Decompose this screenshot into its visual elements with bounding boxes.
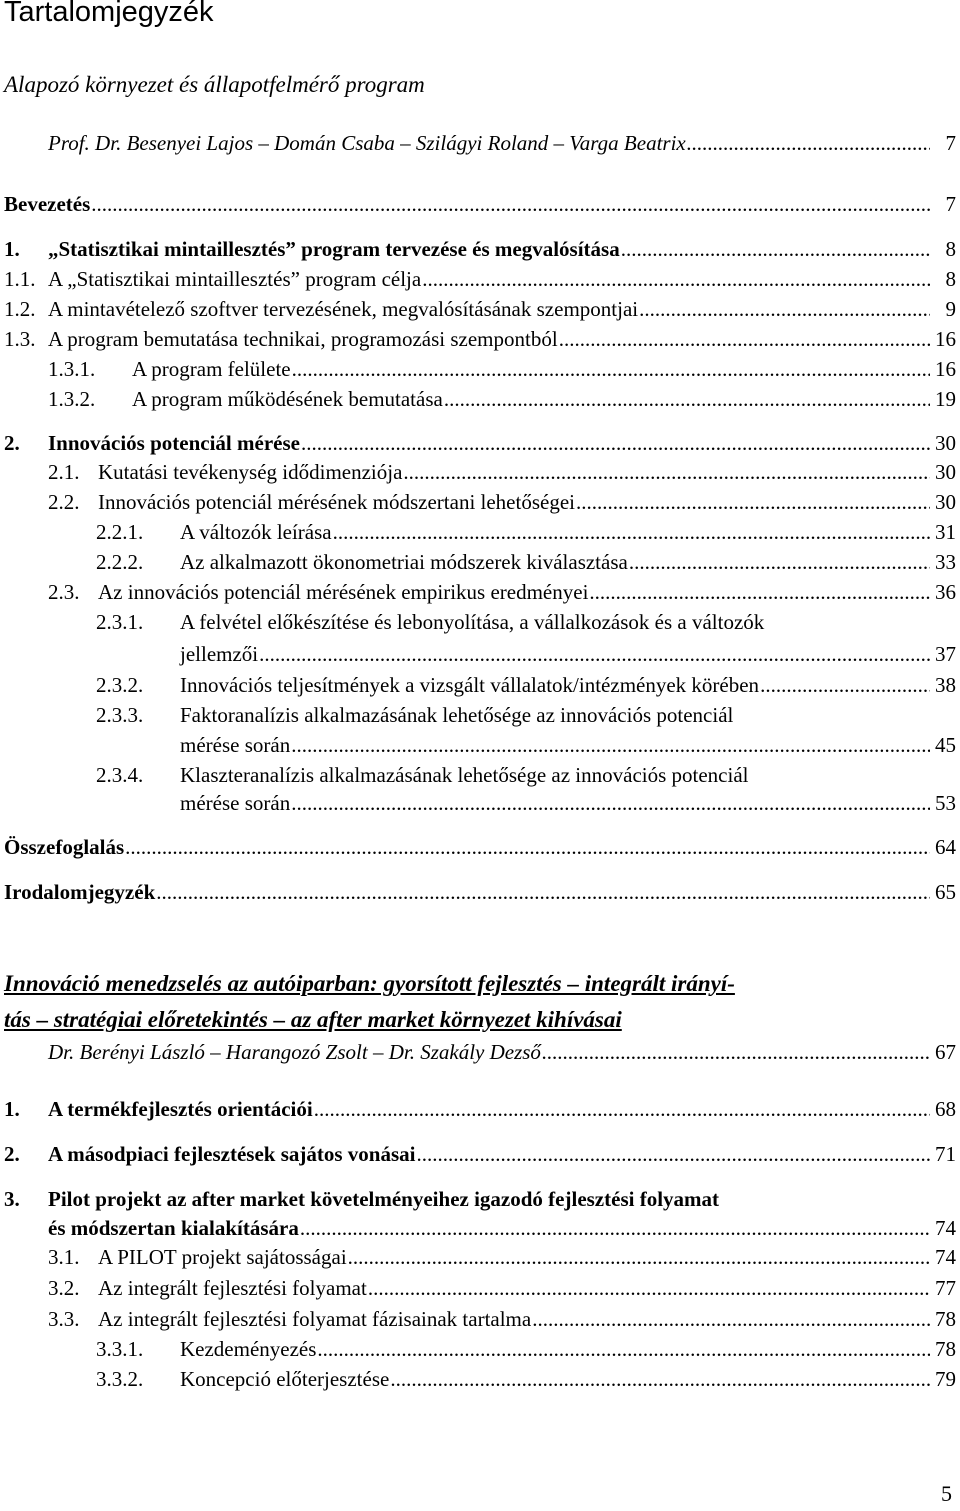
toc2-row-2[interactable]	[0, 1139, 960, 1169]
toc-row-1-3[interactable]	[0, 324, 960, 354]
dot-leader	[390, 1364, 930, 1394]
part2-heading-line1: Innováció menedzselés az autóiparban: gyorsított fejlesztés – integrált irányí-	[4, 971, 735, 996]
toc-label: Az innovációs potenciál mérésének empirikus eredményei	[98, 580, 589, 604]
dot-leader	[629, 547, 930, 577]
toc-label: Innovációs potenciál mérése	[48, 431, 300, 455]
page-ref: 19	[935, 387, 956, 411]
dot-leader	[589, 577, 930, 607]
page-ref: 30	[935, 490, 956, 514]
toc-row-2-3-3-line2[interactable]	[0, 730, 960, 760]
toc-number: 2.2.1.	[96, 520, 144, 544]
toc-number: 1.3.2.	[48, 387, 96, 411]
page-ref: 7	[945, 192, 956, 216]
toc-row-1-3-2[interactable]	[0, 384, 960, 414]
toc-number: 3.3.	[48, 1307, 80, 1331]
page-ref: 7	[945, 131, 956, 155]
dot-leader	[532, 1304, 930, 1334]
page-ref: 30	[935, 431, 956, 455]
toc-label: Klaszteranalízis alkalmazásának lehetősége az innovációs potenciál	[180, 763, 749, 787]
toc-number: 2.2.2.	[96, 550, 144, 574]
part2-authors: Dr. Berényi László – Harangozó Zsolt – Dr. Szakály Dezső	[48, 1040, 541, 1064]
toc-label-cont: jellemzői	[180, 642, 259, 666]
toc-label: Koncepció előterjesztése	[180, 1367, 390, 1391]
dot-leader	[687, 128, 930, 158]
toc-label: A termékfejlesztés orientációi	[48, 1097, 313, 1121]
dot-leader	[760, 670, 930, 700]
toc-row-2-3-3-line1[interactable]	[0, 700, 960, 730]
toc-label: A „Statisztikai mintaillesztés” program célja	[48, 267, 422, 291]
page-ref: 8	[945, 267, 956, 291]
dot-leader	[259, 639, 930, 669]
toc-label: „Statisztikai mintaillesztés” program tervezése és megvalósítása	[48, 237, 620, 261]
dot-leader	[348, 1242, 930, 1272]
toc-number: 2.3.1.	[96, 610, 144, 634]
toc-label: Irodalomjegyzék	[4, 880, 156, 904]
toc-number: 3.	[4, 1187, 20, 1211]
toc-number: 2.1.	[48, 460, 80, 484]
toc-label: Kutatási tevékenység idődimenziója	[98, 460, 403, 484]
toc-label: A változók leírása	[180, 520, 332, 544]
toc-row-2-1[interactable]	[0, 457, 960, 487]
dot-leader	[292, 354, 930, 384]
toc-row-2-3-4-line1[interactable]	[0, 760, 960, 790]
dot-leader	[317, 1334, 930, 1364]
toc-row-2-3[interactable]	[0, 577, 960, 607]
toc2-row-3-2[interactable]	[0, 1273, 960, 1303]
dot-leader	[368, 1273, 930, 1303]
toc-label: Faktoranalízis alkalmazásának lehetősége az innovációs potenciál	[180, 703, 734, 727]
toc-number: 1.3.1.	[48, 357, 96, 381]
page-ref: 67	[935, 1040, 956, 1064]
toc2-row-3-1[interactable]	[0, 1242, 960, 1272]
toc-row-2-3-2[interactable]	[0, 670, 960, 700]
dot-leader	[333, 517, 930, 547]
part2-heading-line2: tás – stratégiai előretekintés – az after market környezet kihívásai	[4, 1007, 622, 1032]
toc2-row-3-3-2[interactable]	[0, 1364, 960, 1394]
toc-number: 2.2.	[48, 490, 80, 514]
toc-number: 3.3.1.	[96, 1337, 144, 1361]
toc-label: Az integrált fejlesztési folyamat	[98, 1276, 367, 1300]
toc-label: A PILOT projekt sajátosságai	[98, 1245, 347, 1269]
page-ref: 16	[935, 357, 956, 381]
toc-row-1-3-1[interactable]	[0, 354, 960, 384]
dot-leader	[91, 189, 930, 219]
dot-leader	[639, 294, 930, 324]
toc2-row-1[interactable]	[0, 1094, 960, 1124]
toc-row-1-2[interactable]	[0, 294, 960, 324]
dot-leader	[291, 730, 930, 760]
toc-row-2-3-1-line1[interactable]	[0, 607, 960, 637]
toc-number: 2.3.4.	[96, 763, 144, 787]
toc-row-2-2[interactable]	[0, 487, 960, 517]
toc-number: 3.2.	[48, 1276, 80, 1300]
toc-row-2-3-1-line2[interactable]	[0, 639, 960, 669]
toc-number: 2.3.3.	[96, 703, 144, 727]
dot-leader	[301, 428, 930, 458]
dot-leader	[542, 1037, 930, 1067]
toc-number: 1.1.	[4, 267, 36, 291]
toc-label: A mintavételező szoftver tervezésének, megvalósításának szempontjai	[48, 297, 639, 321]
page-ref: 31	[935, 520, 956, 544]
toc-label: A program működésének bemutatása	[132, 387, 443, 411]
page-ref: 36	[935, 580, 956, 604]
page-ref: 78	[935, 1337, 956, 1361]
page-ref: 9	[945, 297, 956, 321]
page-ref: 77	[935, 1276, 956, 1300]
toc-label: A program bemutatása technikai, programozási szempontból	[48, 327, 558, 351]
page-ref: 33	[935, 550, 956, 574]
toc-label: Innovációs potenciál mérésének módszertani lehetőségei	[98, 490, 575, 514]
toc-label: Kezdeményezés	[180, 1337, 317, 1361]
page-ref: 74	[935, 1245, 956, 1269]
toc-number: 1.3.	[4, 327, 36, 351]
toc-label: Pilot projekt az after market követelményeihez igazodó fejlesztési folyamat	[48, 1187, 720, 1211]
dot-leader	[314, 1094, 930, 1124]
toc-label: Innovációs teljesítmények a vizsgált vállalatok/intézmények körében	[180, 673, 760, 697]
toc2-row-3-3[interactable]	[0, 1304, 960, 1334]
dot-leader	[559, 324, 930, 354]
dot-leader	[125, 832, 930, 862]
toc-label: Az alkalmazott ökonometriai módszerek kiválasztása	[180, 550, 628, 574]
page-ref: 45	[935, 733, 956, 757]
part1-authors-row[interactable]	[0, 128, 960, 158]
toc2-row-3-line1[interactable]	[0, 1184, 960, 1214]
dot-leader	[621, 234, 930, 264]
page-ref: 68	[935, 1097, 956, 1121]
dot-leader	[291, 788, 930, 818]
toc-label-cont: mérése során	[180, 733, 291, 757]
page-ref: 65	[935, 880, 956, 904]
page-ref: 74	[935, 1216, 956, 1240]
dot-leader	[156, 877, 930, 907]
toc-label: A másodpiaci fejlesztések sajátos vonásai	[48, 1142, 416, 1166]
part1-heading: Alapozó környezet és állapotfelmérő program	[4, 72, 425, 97]
toc-number: 2.3.	[48, 580, 80, 604]
part1-authors: Prof. Dr. Besenyei Lajos – Domán Csaba – Szilágyi Roland – Varga Beatrix	[48, 131, 686, 155]
toc-number: 2.3.2.	[96, 673, 144, 697]
dot-leader	[576, 487, 930, 517]
toc-label: A program felülete	[132, 357, 291, 381]
page-ref: 53	[935, 791, 956, 815]
page-ref: 78	[935, 1307, 956, 1331]
part2-authors-row[interactable]	[0, 1037, 960, 1067]
toc-label-cont: és módszertan kialakítására	[48, 1216, 299, 1240]
dot-leader	[422, 264, 930, 294]
dot-leader	[300, 1213, 930, 1243]
toc-row-2-2-2[interactable]	[0, 547, 960, 577]
toc2-row-3-3-1[interactable]	[0, 1334, 960, 1364]
toc-label: A felvétel előkészítése és lebonyolítása, a vállalkozások és a változók	[180, 610, 765, 634]
dot-leader	[403, 457, 930, 487]
page-ref: 16	[935, 327, 956, 351]
toc-row-irodalomjegyzek[interactable]	[0, 877, 960, 907]
toc2-row-3-line2[interactable]	[0, 1213, 960, 1243]
page-ref: 8	[945, 237, 956, 261]
dot-leader	[444, 384, 930, 414]
toc-label-cont: mérése során	[180, 791, 291, 815]
page-ref: 71	[935, 1142, 956, 1166]
toc-row-1-1[interactable]	[0, 264, 960, 294]
page-ref: 79	[935, 1367, 956, 1391]
page-number: 5	[941, 1481, 952, 1506]
page-title: Tartalomjegyzék	[4, 0, 214, 28]
toc-label: Összefoglalás	[4, 835, 125, 859]
toc-row-2-2-1[interactable]	[0, 517, 960, 547]
toc-label: Az integrált fejlesztési folyamat fázisainak tartalma	[98, 1307, 532, 1331]
toc-number: 3.3.2.	[96, 1367, 144, 1391]
toc-number: 2.	[4, 1142, 20, 1166]
page-ref: 30	[935, 460, 956, 484]
toc-number: 1.2.	[4, 297, 36, 321]
dot-leader	[416, 1139, 930, 1169]
toc-label: Bevezetés	[4, 192, 91, 216]
toc-row-1[interactable]	[0, 234, 960, 264]
page-ref: 37	[935, 642, 956, 666]
toc-row-2-3-4-line2[interactable]	[0, 788, 960, 818]
toc-number: 1.	[4, 1097, 20, 1121]
toc-number: 1.	[4, 237, 20, 261]
toc-row-osszefoglalas[interactable]	[0, 832, 960, 862]
toc-row-bevezetes[interactable]	[0, 189, 960, 219]
toc-row-2[interactable]	[0, 428, 960, 458]
page-ref: 64	[935, 835, 956, 859]
page-ref: 38	[935, 673, 956, 697]
toc-number: 3.1.	[48, 1245, 80, 1269]
toc-number: 2.	[4, 431, 20, 455]
